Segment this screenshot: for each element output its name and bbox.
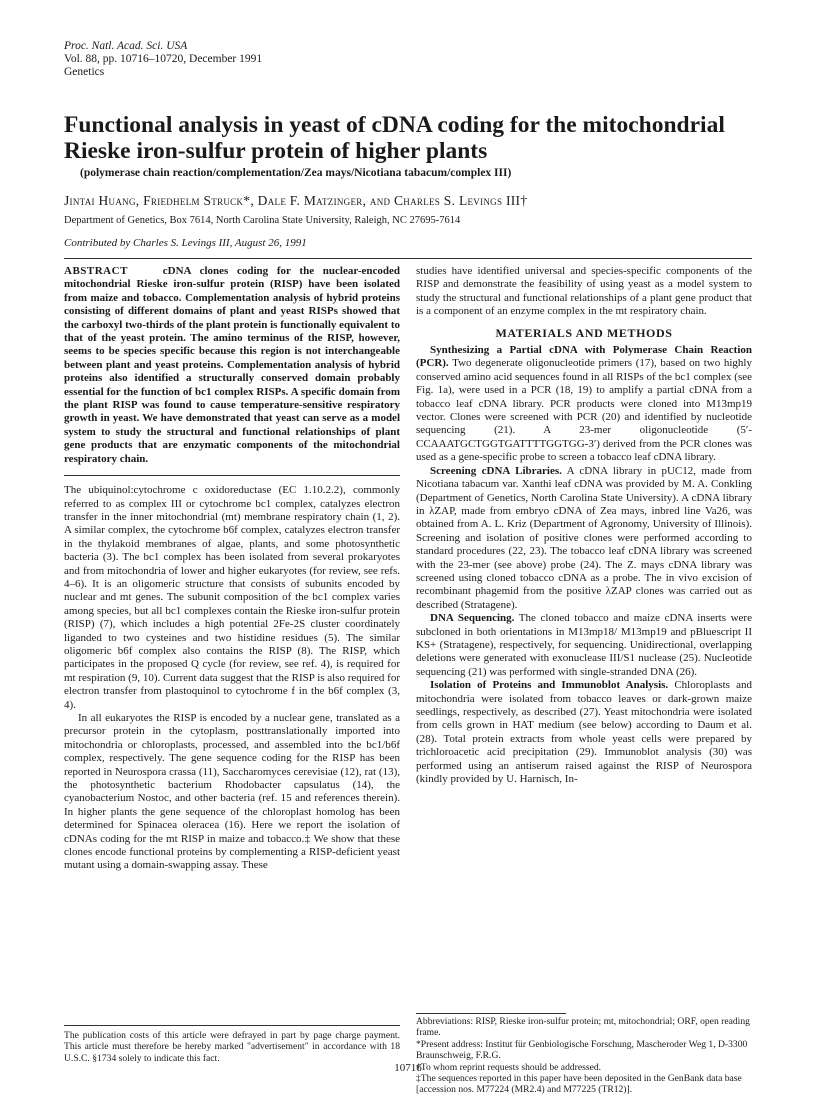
publication-note: The publication costs of this article were defrayed in part by page charge payment. This article must therefore be hereby marked "advertisement" in accordance with 18 U.S.C. §1734 solely to indicate this fact. [64, 1030, 400, 1064]
journal-name: Proc. Natl. Acad. Sci. USA [64, 40, 188, 52]
right-column [416, 265, 752, 786]
journal-header [64, 40, 262, 79]
journal-section: Genetics [64, 66, 105, 78]
publication-note-divider [64, 1025, 400, 1026]
journal-volume: Vol. 88, pp. 10716–10720, December 1991 [64, 53, 263, 65]
methods-text: Chloroplasts and mitochondria were isolated from tobacco leaves or dark-grown maize seedlings, respectively, as described (27). Yeast mitochondria were isolated from cells grown in HAT medium (see below) according to Daum et al. (28). Total protein extracts from whole yeast cells were prepared by trichloroacetic acid precipitation (29). Immunoblot analysis (30) was performed using an antiserum raised against the RISP of Neurospora (kindly provided by U. Harnisch, In- [416, 679, 752, 786]
footnote-divider [416, 1013, 566, 1014]
footnotes [416, 1016, 752, 1096]
article-title: Functional analysis in yeast of cDNA coding for the mitochondrial Rieske iron-sulfur protein of higher plants [64, 112, 725, 164]
methods-subheading: Screening cDNA Libraries. [430, 464, 562, 477]
methods-text: Two degenerate oligonucleotide primers (17), based on two highly conserved amino acid sequences found in all RISPs of the bc1 complex (see Fig. 1a), were used in a PCR (18, 19) to amplify a partial cDNA from a tobacco leaf cDNA library. PCR products were cloned into M13mp19 vector. Clones were screened with PCR (20) and identified by nucleotide sequencing (21). A 23-mer oligonucleotide (5′-CCAAATGCTGGTGATTTTGGTGG-3′) derived from the PCR clones was used as a gene-specific probe to screen a tobacco leaf cDNA library. [416, 357, 752, 464]
methods-paragraph [416, 679, 752, 786]
page-number: 10716 [394, 1062, 422, 1074]
body-paragraph: In all eukaryotes the RISP is encoded by a nuclear gene, translated as a precursor protein in the cytoplasm, posttranslationally imported into mitochondria or chloroplasts, processed, and assembled into the bc1/b6f complex, respectively. The gene sequence coding for the RISP has been reported in Neurospora crassa (11), Saccharomyces cerevisiae (12), rat (13), the photosynthetic bacterium Rhodobacter capsulatus (14), the cyanobacterium Nostoc, and other bacteria (ref. 15 and references therein). In higher plants the gene sequence of the chloroplast homolog has been determined for Spinacea oleracea (16). Here we report the isolation of cDNAs coding for the mt RISP in maize and tobacco.‡ We show that these clones encode functional proteins by complementing a RISP-deficient yeast mutant using a domain-swapping assay. These [64, 712, 400, 872]
abstract-text: cDNA clones coding for the nuclear-encoded mitochondrial Rieske iron-sulfur protein (RISP) have been isolated from maize and tobacco. Complementation analysis of hybrid proteins consisting of different domains of plant and yeast RISPs showed that the carboxyl two-thirds of the plant protein is functionally equivalent to that of the yeast protein. The amino terminus of the RISP, however, seems to be species specific because this region is not interchangeable between plant and yeast proteins. Complementation analysis of hybrid proteins also identified a structurally conserved domain probably essential for the function of bc1 complex RISPs. A specific domain from the plant RISP was found to cause temperature-sensitive respiratory growth in yeast. We have demonstrated that yeast can serve as a model system to study the structural and functional relationships of plant gene products that are enzymatic components of the mitochondrial respiratory chain. [64, 265, 401, 465]
methods-subheading: Synthesizing a Partial cDNA with Polymerase Chain Reaction (PCR). [416, 344, 752, 370]
methods-paragraph [416, 465, 752, 612]
contributed-by: Contributed by Charles S. Levings III, August 26, 1991 [64, 237, 307, 249]
article-affiliation: Department of Genetics, Box 7614, North Carolina State University, Raleigh, NC 27695-7614 [64, 215, 461, 226]
footnote-present-address: *Present address: Institut für Genbiologische Forschung, Mascheroder Weg 1, D-3300 Braunschweig, F.R.G. [416, 1038, 748, 1062]
article-authors: Jintai Huang, Friedhelm Struck*, Dale F. Matzinger, and Charles S. Levings III† [64, 193, 528, 208]
footnote-abbreviations: Abbreviations: RISP, Rieske iron-sulfur protein; mt, mitochondrial; ORF, open reading frame. [416, 1016, 750, 1039]
abstract-divider [64, 475, 400, 476]
methods-subheading: DNA Sequencing. [430, 612, 515, 625]
footnote-reprint: †To whom reprint requests should be addressed. [416, 1061, 602, 1073]
abstract [64, 265, 400, 466]
methods-paragraph [416, 612, 752, 679]
methods-heading: MATERIALS AND METHODS [495, 325, 673, 340]
header-divider [64, 258, 752, 259]
body-paragraph: studies have identified universal and species-specific components of the RISP and demonstrate the feasibility of using yeast as a model system to study the structural and functional relationships of a plant gene product that is a component of an enzyme complex in the mt respiratory chain. [416, 265, 752, 318]
methods-text: The cloned tobacco and maize cDNA inserts were subcloned in both orientations in M13mp18/ M13mp19 and pBluescript II KS+ (Stratagene), respectively, for sequencing. Unidirectional, overlapping deletions were generated with exonuclease III/S1 nuclease (25). Nucleotide sequencing (21) was performed with single-stranded DNA (26). [416, 612, 752, 678]
article-keywords: (polymerase chain reaction/complementation/Zea mays/Nicotiana tabacum/complex III) [80, 167, 512, 179]
body-paragraph: The ubiquinol:cytochrome c oxidoreductase (EC 1.10.2.2), commonly referred to as complex III or cytochrome bc1 complex, catalyzes electron transfer in the inner mitochondrial (mt) membrane respiratory chain (1, 2). A similar complex, the cytochrome b6f complex, catalyzes electron transfer in the thylakoid membranes of algae, plants, and some photosynthetic bacteria (3). The bc1 complex has been isolated from several prokaryotes and from mitochondria of lower and higher eukaryotes (for review, see refs. 4–6). It is an oligomeric structure that consists of subunits encoded by nuclear and mt genes. The subunit composition of the bc1 complex varies among species, but all bc1 complexes contain the Rieske iron-sulfur protein (RISP) (7), which includes a high potential 2Fe-2S cluster coordinately liganded to two cysteines and two histidine residues (5). The similar oligomeric b6f complex also contains the RISP (8). The RISP, which participates in the proposed Q cycle (for review, see ref. 4), is required for mt respiration (9, 10). Current data suggest that the RISP is also required for electron transfer from plastoquinol to cytochrome f in the b6f complex (3, 4). [64, 484, 400, 711]
abstract-label: ABSTRACT [64, 265, 128, 277]
left-column [64, 265, 400, 873]
methods-text: A cDNA library in pUC12, made from Nicotiana tabacum var. Xanthi leaf cDNA was provided by M. A. Conkling (Department of Genetics, North Carolina State University). A cDNA library in λZAP, made from embryo cDNA of Zea mays, inbred line Va26, was obtained from A. L. Kriz (Department of Agronomy, University of Illinois). Screening and isolation of positive clones were performed according to standard procedures (22, 23). The tobacco leaf cDNA library was screened with the 23-mer (see above) probe (24). The Z. mays cDNA library was screened using cloned tobacco cDNA as a probe. The in vivo excision of recombinant phagemid from the positive λZAP clones was carried out as described (Stratagene). [416, 464, 752, 611]
methods-paragraph [416, 344, 752, 465]
footnote-genbank: ‡The sequences reported in this paper have been deposited in the GenBank data base [accession nos. M77224 (MR2.4) and M77225 (TR12)]. [416, 1073, 742, 1096]
methods-subheading: Isolation of Proteins and Immunoblot Analysis. [430, 679, 669, 692]
